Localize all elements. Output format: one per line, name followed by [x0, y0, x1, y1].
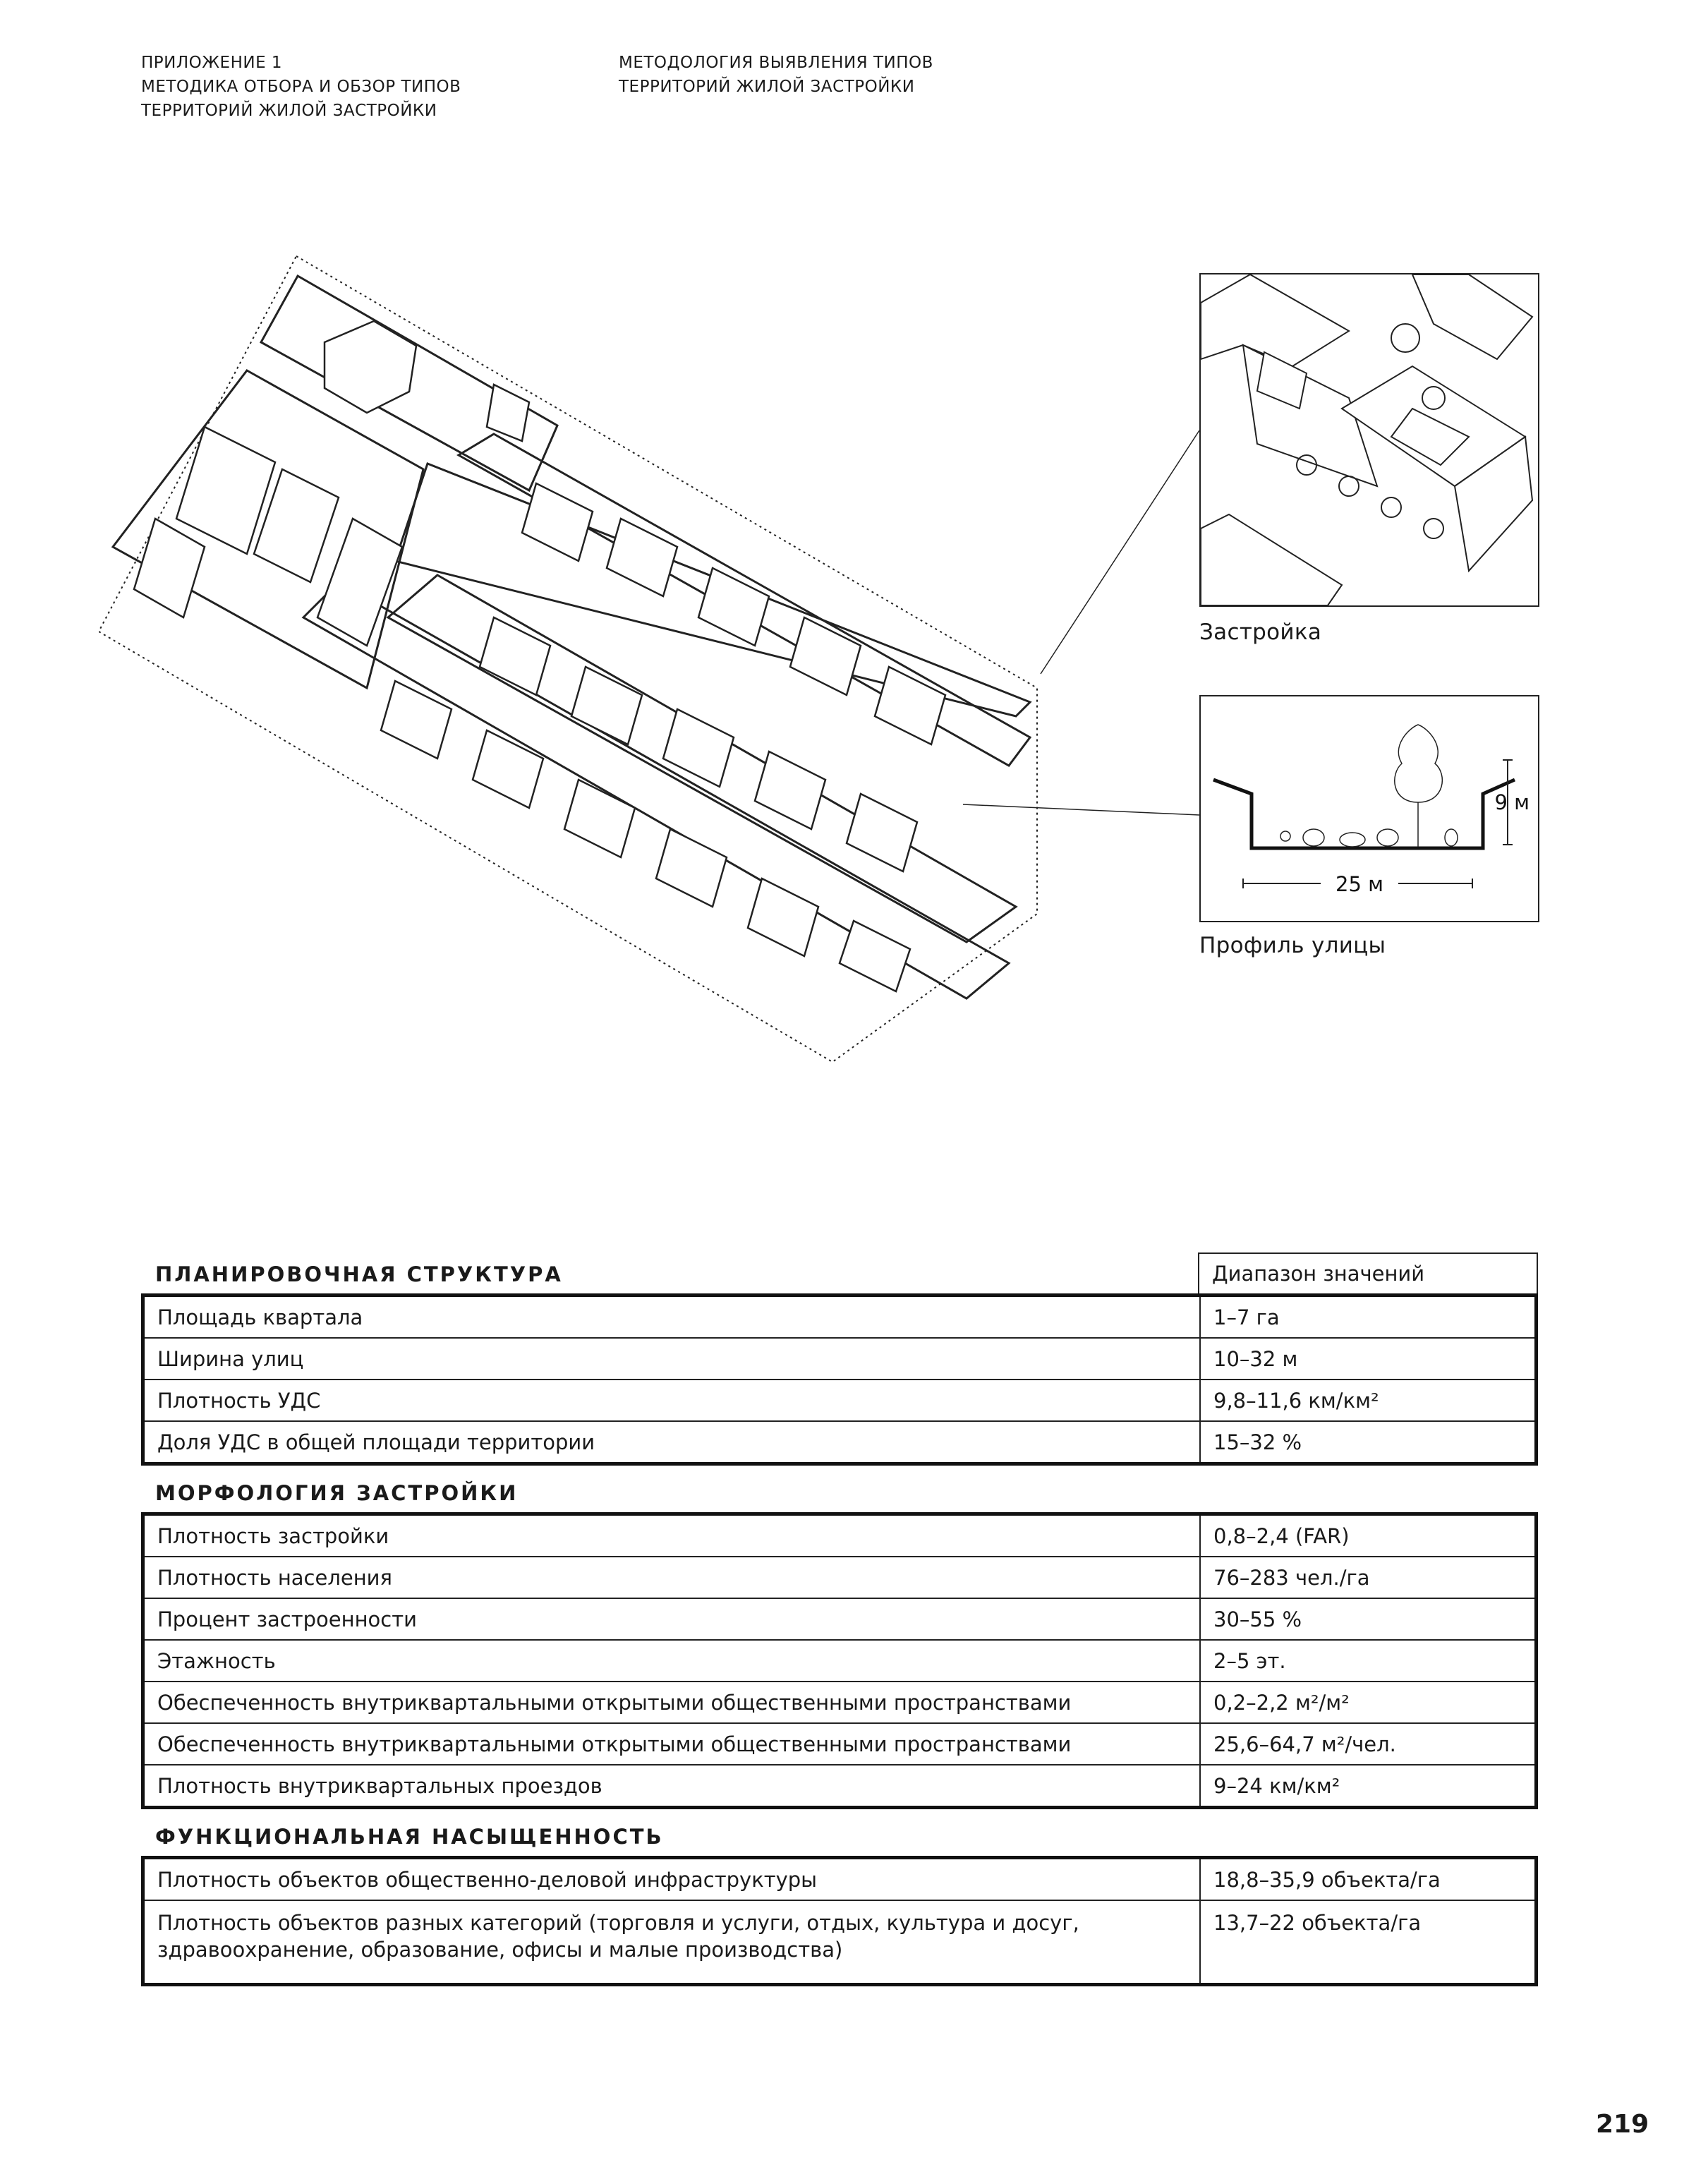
table-row	[143, 1557, 1537, 1598]
section-title: ПЛАНИРОВОЧНАЯ СТРУКТУРА	[155, 1262, 563, 1286]
row-value: 9–24 км/км²	[1200, 1765, 1537, 1808]
header-line: ТЕРРИТОРИЙ ЖИЛОЙ ЗАСТРОЙКИ	[141, 102, 437, 120]
range-column-header: Диапазон значений	[1198, 1252, 1538, 1293]
row-label: Плотность объектов разных категорий (торговля и услуги, отдых, культура и досуг, здравоохранение, образование, офисы и малые производства)	[143, 1900, 1201, 1985]
section-title: ФУНКЦИОНАЛЬНАЯ НАСЫЩЕННОСТЬ	[155, 1825, 664, 1849]
row-value: 0,2–2,2 м²/м²	[1200, 1682, 1537, 1723]
profile-caption: Профиль улицы	[1199, 933, 1386, 958]
building-morphology-table	[141, 1512, 1538, 1809]
running-header-right	[619, 51, 933, 99]
street-profile-inset	[1199, 695, 1539, 922]
territory-boundary	[99, 256, 1037, 1062]
row-value: 15–32 %	[1200, 1421, 1537, 1464]
table-row	[143, 1765, 1537, 1808]
table-row	[143, 1858, 1537, 1901]
section-header	[141, 1466, 1538, 1512]
planning-structure-table	[141, 1293, 1538, 1466]
table-row	[143, 1338, 1537, 1380]
row-label: Плотность внутриквартальных проездов	[143, 1765, 1201, 1808]
row-value: 10–32 м	[1200, 1338, 1537, 1380]
street-width-label: 25 м	[1335, 872, 1383, 896]
table-row	[143, 1421, 1537, 1464]
row-value: 9,8–11,6 км/км²	[1200, 1380, 1537, 1421]
block-outline	[303, 582, 1009, 998]
table-row	[143, 1380, 1537, 1421]
row-value: 13,7–22 объекта/га	[1200, 1900, 1537, 1985]
table-row	[143, 1598, 1537, 1640]
row-value: 25,6–64,7 м²/чел.	[1200, 1723, 1537, 1765]
street-profile-diagram	[1201, 696, 1538, 921]
table-row	[143, 1900, 1537, 1985]
row-value: 0,8–2,4 (FAR)	[1200, 1514, 1537, 1557]
page-number: 219	[1596, 2110, 1649, 2139]
building-detail-inset	[1199, 273, 1539, 607]
row-label: Доля УДС в общей площади территории	[143, 1421, 1201, 1464]
detail-caption: Застройка	[1199, 620, 1322, 645]
section-header	[141, 1809, 1538, 1856]
row-label: Обеспеченность внутриквартальными открытыми общественными пространствами	[143, 1682, 1201, 1723]
row-value: 30–55 %	[1200, 1598, 1537, 1640]
row-value: 2–5 эт.	[1200, 1640, 1537, 1682]
table-row	[143, 1514, 1537, 1557]
row-value: 76–283 чел./га	[1200, 1557, 1537, 1598]
row-label: Плотность УДС	[143, 1380, 1201, 1421]
functional-saturation-table	[141, 1856, 1538, 1986]
row-label: Этажность	[143, 1640, 1201, 1682]
row-label: Ширина улиц	[143, 1338, 1201, 1380]
row-label: Плотность объектов общественно-деловой инфраструктуры	[143, 1858, 1201, 1901]
table-row	[143, 1682, 1537, 1723]
buildings	[134, 321, 945, 991]
row-value: 18,8–35,9 объекта/га	[1200, 1858, 1537, 1901]
header-line: МЕТОДОЛОГИЯ ВЫЯВЛЕНИЯ ТИПОВ	[619, 54, 933, 72]
header-line: ТЕРРИТОРИЙ ЖИЛОЙ ЗАСТРОЙКИ	[619, 78, 915, 96]
row-value: 1–7 га	[1200, 1296, 1537, 1339]
building-height-label: 9 м	[1494, 790, 1530, 814]
row-label: Обеспеченность внутриквартальными открытыми общественными пространствами	[143, 1723, 1201, 1765]
row-label: Площадь квартала	[143, 1296, 1201, 1339]
section-title: МОРФОЛОГИЯ ЗАСТРОЙКИ	[155, 1481, 519, 1505]
header-line: ПРИЛОЖЕНИЕ 1	[141, 54, 283, 72]
header-line: МЕТОДИКА ОТБОРА И ОБЗОР ТИПОВ	[141, 78, 461, 96]
running-header-left	[141, 51, 461, 123]
table-row	[143, 1723, 1537, 1765]
table-row	[143, 1640, 1537, 1682]
axonometric-block-drawing	[99, 250, 1051, 1069]
building-detail-illustration	[1201, 274, 1538, 605]
section-header	[141, 1252, 1538, 1293]
row-label: Плотность застройки	[143, 1514, 1201, 1557]
parameters-tables	[141, 1252, 1538, 1986]
row-label: Процент застроенности	[143, 1598, 1201, 1640]
table-row	[143, 1296, 1537, 1339]
row-label: Плотность населения	[143, 1557, 1201, 1598]
